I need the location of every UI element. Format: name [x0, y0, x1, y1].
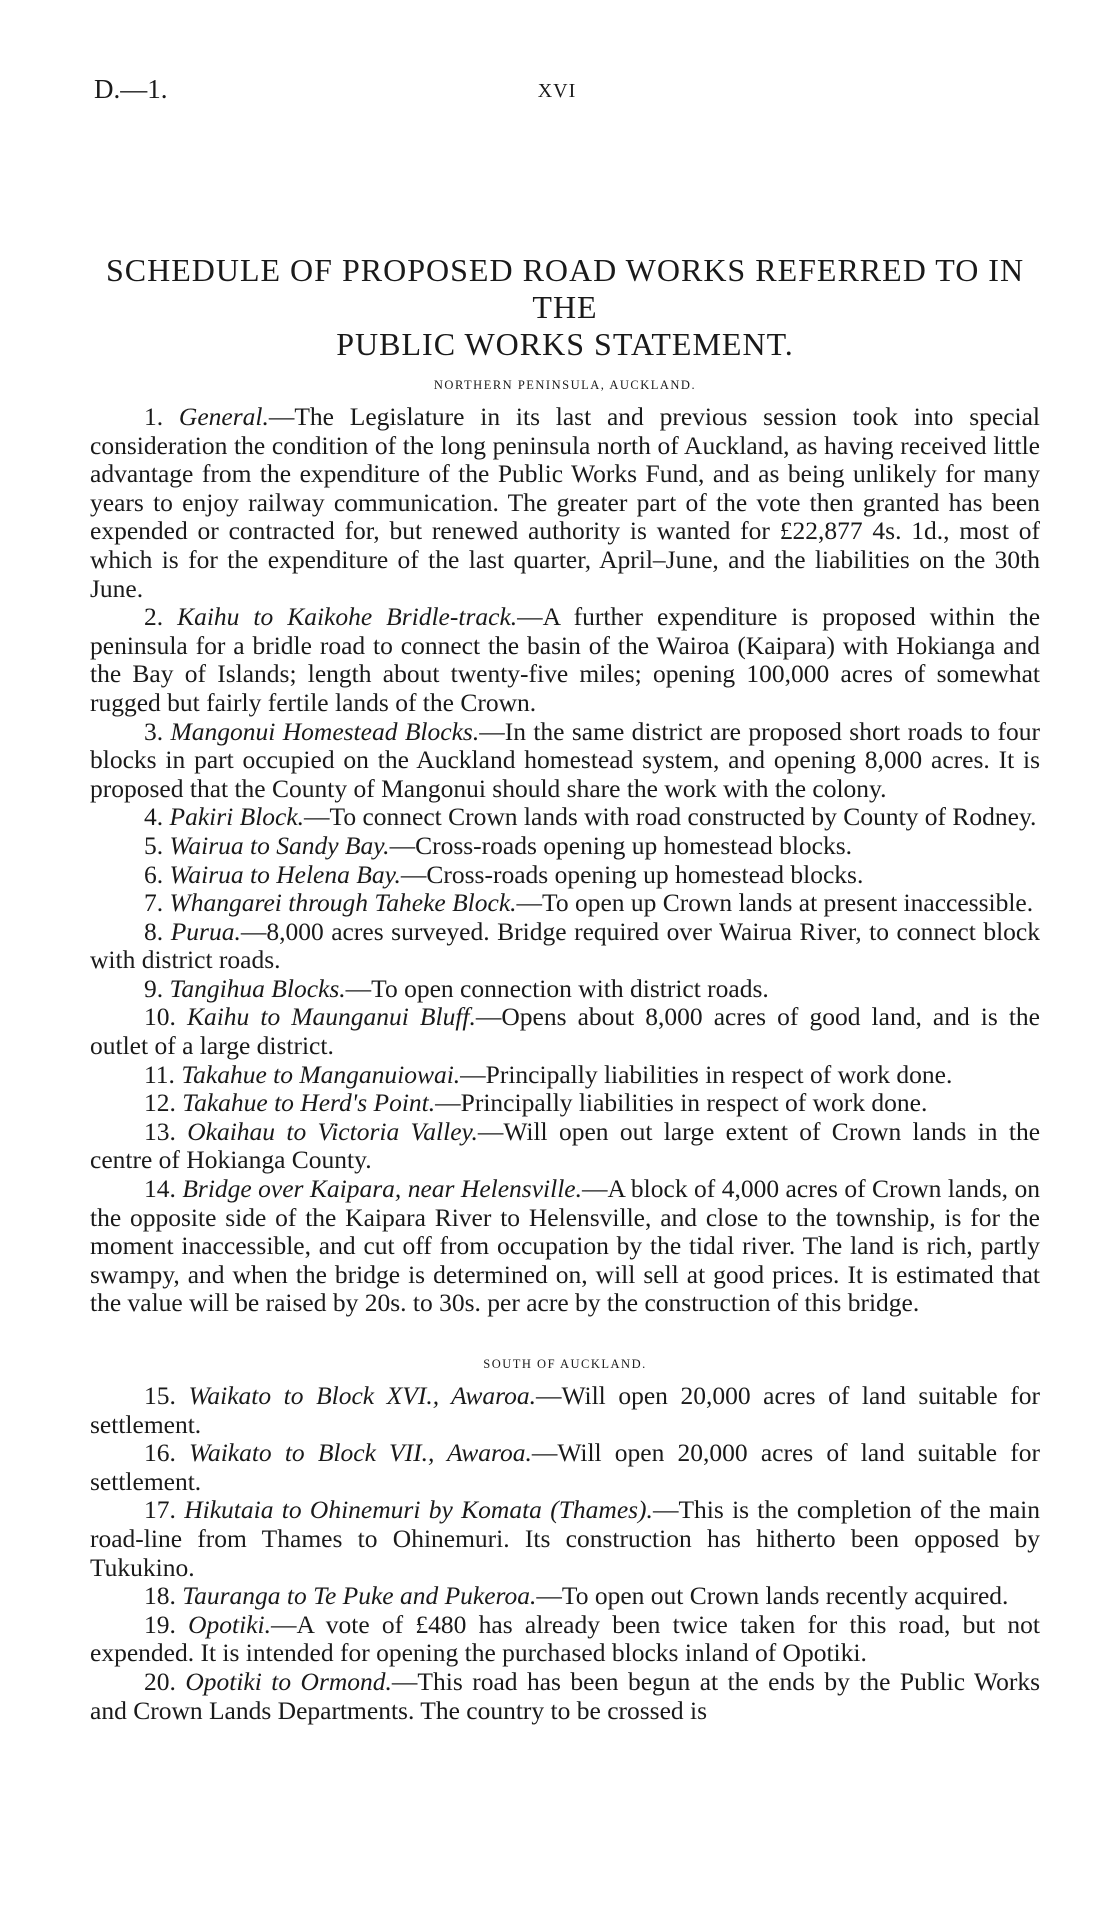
item-number: 9.: [144, 973, 164, 1003]
item-number: 10.: [144, 1002, 176, 1032]
item-title: Whangarei through Taheke Block.: [169, 888, 517, 918]
item-text: —In the same district are proposed short roads to four blocks in part occupied on the Auckland homestead system, and opening 8,000 acres. It is proposed that the County of Mangonui should share the work with the colony.: [90, 716, 1040, 803]
item-number: 5.: [144, 830, 164, 860]
schedule-item: [90, 1496, 1040, 1582]
schedule-item: [90, 403, 1040, 603]
page-number: XVI: [537, 80, 577, 102]
item-text: —A further expenditure is proposed within the peninsula for a bridle road to connect the basin of the Wairoa (Kaipara) with Hokianga and the Bay of Islands; length about twenty-five miles; opening 100,000 acres of somewhat rugged but fairly fertile lands of the Crown.: [90, 602, 1041, 717]
item-text: —To connect Crown lands with road constructed by County of Rodney.: [304, 802, 1037, 832]
item-title: General.: [178, 402, 269, 431]
item-text: —Will open out large extent of Crown lands in the centre of Hokianga County.: [90, 1116, 1041, 1175]
schedule-item: [90, 1003, 1040, 1060]
section-northern-paragraphs: [90, 403, 1040, 1318]
schedule-item: [90, 861, 1040, 890]
item-title: Kaihu to Maunganui Bluff.: [186, 1002, 476, 1032]
schedule-item: [90, 718, 1040, 804]
item-text: —8,000 acres surveyed. Bridge required over Wairua River, to connect block with district roads.: [90, 916, 1041, 975]
item-text: —Will open 20,000 acres of land suitable for settlement.: [90, 1438, 1041, 1496]
item-text: —This road has been begun at the ends by the Public Works and Crown Lands Departments. The country to be crossed is: [90, 1666, 1040, 1725]
item-text: —A block of 4,000 acres of Crown lands, on the opposite side of the Kaipara River to Helensville, and close to the township, is for the moment inaccessible, and cut off from occupation by the tidal river. The land is rich, partly swampy, and when the bridge is determined on, will sell at good prices. It is estimated that the value will be raised by 20s. to 30s. per acre by the construction of this bridge.: [90, 1174, 1040, 1318]
item-title: Wairua to Sandy Bay.: [169, 830, 390, 860]
item-number: 6.: [144, 859, 164, 889]
item-title: Opotiki.: [188, 1609, 272, 1639]
page-title: [80, 252, 1050, 363]
schedule-item: [90, 1611, 1040, 1668]
item-title: Takahue to Herd's Point.: [182, 1088, 436, 1118]
section-heading-northern: NORTHERN PENINSULA, AUCKLAND.: [433, 378, 697, 392]
item-title: Tangihua Blocks.: [169, 973, 346, 1003]
item-number: 20.: [144, 1666, 176, 1696]
item-title: Pakiri Block.: [169, 802, 305, 832]
item-number: 13.: [144, 1116, 176, 1146]
item-text: —The Legislature in its last and previous session took into special consideration the condition of the long peninsula north of Auckland, as having received little advantage from the expenditure of the Public Works Fund, and as being unlikely for many years to enjoy railway communication. The greater part of the vote then granted has been expended or contracted for, but renewed authority is wanted for £22,877 4s. 1d., most of which is for the expenditure of the last quarter, April–June, and the liabilities on the 30th June.: [90, 402, 1041, 603]
schedule-item: [90, 1439, 1040, 1496]
schedule-item: [90, 803, 1040, 832]
item-title: Waikato to Block VII., Awaroa.: [189, 1438, 532, 1468]
schedule-item: [90, 603, 1040, 717]
item-title: Okaihau to Victoria Valley.: [187, 1116, 478, 1146]
item-text: —To open connection with district roads.: [345, 973, 769, 1003]
schedule-item: [90, 975, 1040, 1004]
item-title: Kaihu to Kaikohe Bridle-track.: [177, 602, 518, 632]
schedule-item: [90, 832, 1040, 861]
item-number: 15.: [144, 1381, 176, 1410]
item-title: Wairua to Helena Bay.: [169, 859, 401, 889]
schedule-item: [90, 918, 1040, 975]
item-title: Purua.: [170, 916, 241, 946]
section-heading-south: SOUTH OF AUCKLAND.: [483, 1357, 647, 1371]
item-number: 17.: [144, 1495, 176, 1525]
item-number: 2.: [144, 602, 164, 632]
item-number: 12.: [144, 1088, 176, 1118]
section-south-paragraphs: [90, 1382, 1040, 1725]
item-text: —Cross-roads opening up homestead blocks.: [400, 859, 864, 889]
item-title: Tauranga to Te Puke and Pukeroa.: [182, 1581, 537, 1611]
item-number: 3.: [144, 716, 164, 746]
item-number: 4.: [144, 802, 164, 832]
item-title: Opotiki to Ormond.: [185, 1666, 392, 1696]
schedule-item: [90, 889, 1040, 918]
item-title: Mangonui Homestead Blocks.: [170, 716, 480, 746]
item-number: 14.: [144, 1174, 176, 1204]
item-number: 16.: [144, 1438, 176, 1468]
schedule-item: [90, 1382, 1040, 1439]
document-reference: D.—1.: [94, 74, 168, 104]
item-title: Hikutaia to Ohinemuri by Komata (Thames).: [184, 1495, 653, 1525]
item-text: —To open out Crown lands recently acquired.: [536, 1581, 1009, 1611]
item-number: 11.: [144, 1059, 175, 1089]
item-text: —To open up Crown lands at present inaccessible.: [516, 888, 1034, 918]
schedule-item: [90, 1582, 1040, 1611]
item-title: Bridge over Kaipara, near Helensville.: [182, 1174, 582, 1204]
item-text: —This is the completion of the main road-line from Thames to Ohinemuri. Its construction has hitherto been opposed by Tukukino.: [90, 1495, 1041, 1582]
schedule-item: [90, 1118, 1040, 1175]
item-number: 8.: [144, 916, 164, 946]
item-title: Waikato to Block XVI., Awaroa.: [188, 1381, 536, 1410]
schedule-item: [90, 1175, 1040, 1318]
title-line-2: PUBLIC WORKS STATEMENT.: [336, 326, 794, 362]
item-title: Takahue to Manganuiowai.: [181, 1059, 461, 1089]
item-number: 7.: [144, 888, 164, 918]
page-body: [90, 252, 1040, 1725]
item-number: 18.: [144, 1581, 176, 1611]
schedule-item: [90, 1668, 1040, 1725]
item-text: —Opens about 8,000 acres of good land, and is the outlet of a large district.: [90, 1002, 1040, 1061]
item-number: 19.: [144, 1609, 176, 1639]
title-line-1: SCHEDULE OF PROPOSED ROAD WORKS REFERRED TO IN THE: [105, 252, 1025, 325]
item-text: —A vote of £480 has already been twice taken for this road, but not expended. It is intended for opening the purchased blocks inland of Opotiki.: [90, 1609, 1041, 1668]
schedule-item: [90, 1061, 1040, 1090]
item-text: —Principally liabilities in respect of work done.: [435, 1088, 928, 1118]
item-text: —Cross-roads opening up homestead blocks.: [389, 830, 853, 860]
schedule-item: [90, 1089, 1040, 1118]
item-number: 1.: [144, 402, 164, 431]
item-text: —Principally liabilities in respect of work done.: [460, 1059, 953, 1089]
item-text: —Will open 20,000 acres of land suitable for settlement.: [90, 1381, 1041, 1439]
